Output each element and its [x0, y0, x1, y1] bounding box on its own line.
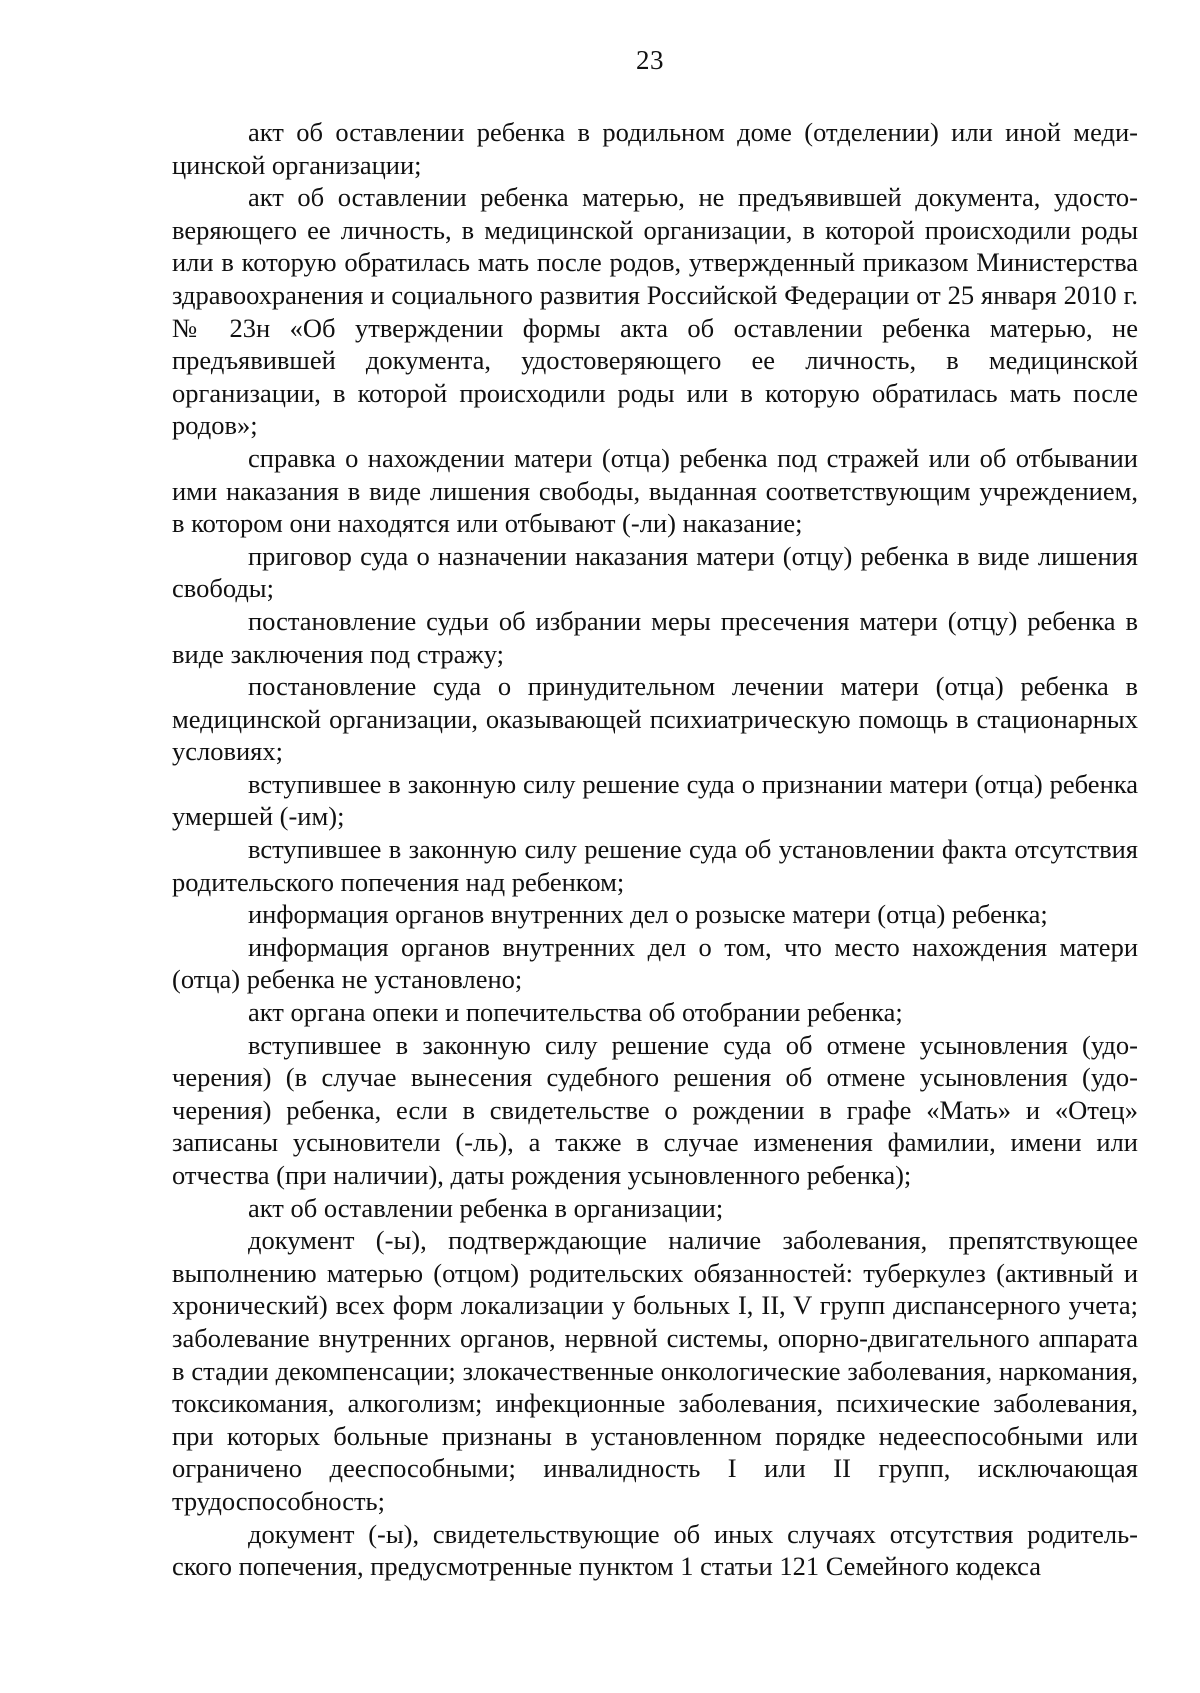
paragraph-declared-deceased: вступившее в законную силу решение суда о признании матери (отца) ребенка умершей (-им); [172, 768, 1138, 832]
paragraph-compulsory-treatment: постановление суда о принудительном лечении матери (отца) ребенка в медицинской организации, оказывающей психиатрическую помощь в стационарных условиях; [172, 671, 1138, 767]
paragraph-adoption-cancellation: вступившее в законную силу решение суда об отмене усыновления (удочерения) (в случае вынесения судебного решения об отмене усыновления (удочерения) ребенка, если в свидетельстве о рождении в графе «Мать» и «Отец» записаны усыновители (-ль), а также в случае изменения фамилии, имени или отчества (при наличии), даты рождения усыновленного ребенка); [172, 1029, 1138, 1190]
paragraph-illness-documents: документ (-ы), подтверждающие наличие заболевания, препятствующее выполнению матерью (отцом) родительских обязанностей: туберкулез (активный и хронический) всех форм локализации у больных I, II, V групп диспансерного учета; заболевание внутренних органов, нервной системы, опорно-двигательного аппарата в стадии декомпенсации; злокачественные онкологические заболевания, наркомания, токсикомания, алкоголизм; инфекционные заболевания, психические заболевания, при которых больные признаны в установленном порядке недееспособными или ограничено дееспособными; инвалидность I или II групп, исключающая трудоспособность; [172, 1225, 1138, 1516]
paragraph-custody-certificate: справка о нахождении матери (отца) ребенка под стражей или об отбывании ими наказания в виде лишения свободы, выданная соответствующим учреждением, в котором они находятся или отбывают (-ли) наказание; [172, 442, 1138, 539]
paragraph-whereabouts-unknown: информация органов внутренних дел о том, что место нахождения матери (отца) ребенка не установлено; [172, 931, 1138, 995]
paragraph-removal-act: акт органа опеки и попечительства об отобрании ребенка; [248, 997, 903, 1028]
paragraph-act-mother-no-document: акт об оставлении ребенка матерью, не предъявившей документа, удостоверяющего ее личность, в медицинской организации, в которой происходили роды или в которую обратилась мать после родов, утвержденный приказом Министерства здравоохранения и социального развития Российской Федерации от 25 января 2010 г. № 23н «Об утверждении формы акта об оставлении ребенка матерью, не предъявившей документа, удостоверяющего ее личность, в медицинской организации, в которой происходили роды или в которую обратилась мать после родов»; [172, 182, 1138, 441]
document-body [172, 116, 1138, 1583]
page-number: 23 [636, 45, 664, 75]
paragraph-act-maternity-home: акт об оставлении ребенка в родильном доме (отделении) или иной медицинской организации; [172, 117, 1138, 180]
paragraph-search-information: информация органов внутренних дел о розыске матери (отца) ребенка; [248, 899, 1048, 930]
paragraph-act-left-in-organization: акт об оставлении ребенка в организации; [248, 1192, 724, 1223]
paragraph-other-cases-documents: документ (-ы), свидетельствующие об иных случаях отсутствия родительского попечения, предусмотренные пунктом 1 статьи 121 Семейного кодекса [172, 1518, 1138, 1582]
paragraph-absence-of-care: вступившее в законную силу решение суда об установлении факта отсутствия родительского попечения над ребенком; [172, 834, 1138, 897]
paragraph-court-sentence: приговор суда о назначении наказания матери (отцу) ребенка в виде лишения свободы; [172, 540, 1138, 604]
paragraph-preventive-measure: постановление судьи об избрании меры пресечения матери (отцу) ребенка в виде заключения под стражу; [172, 605, 1138, 669]
